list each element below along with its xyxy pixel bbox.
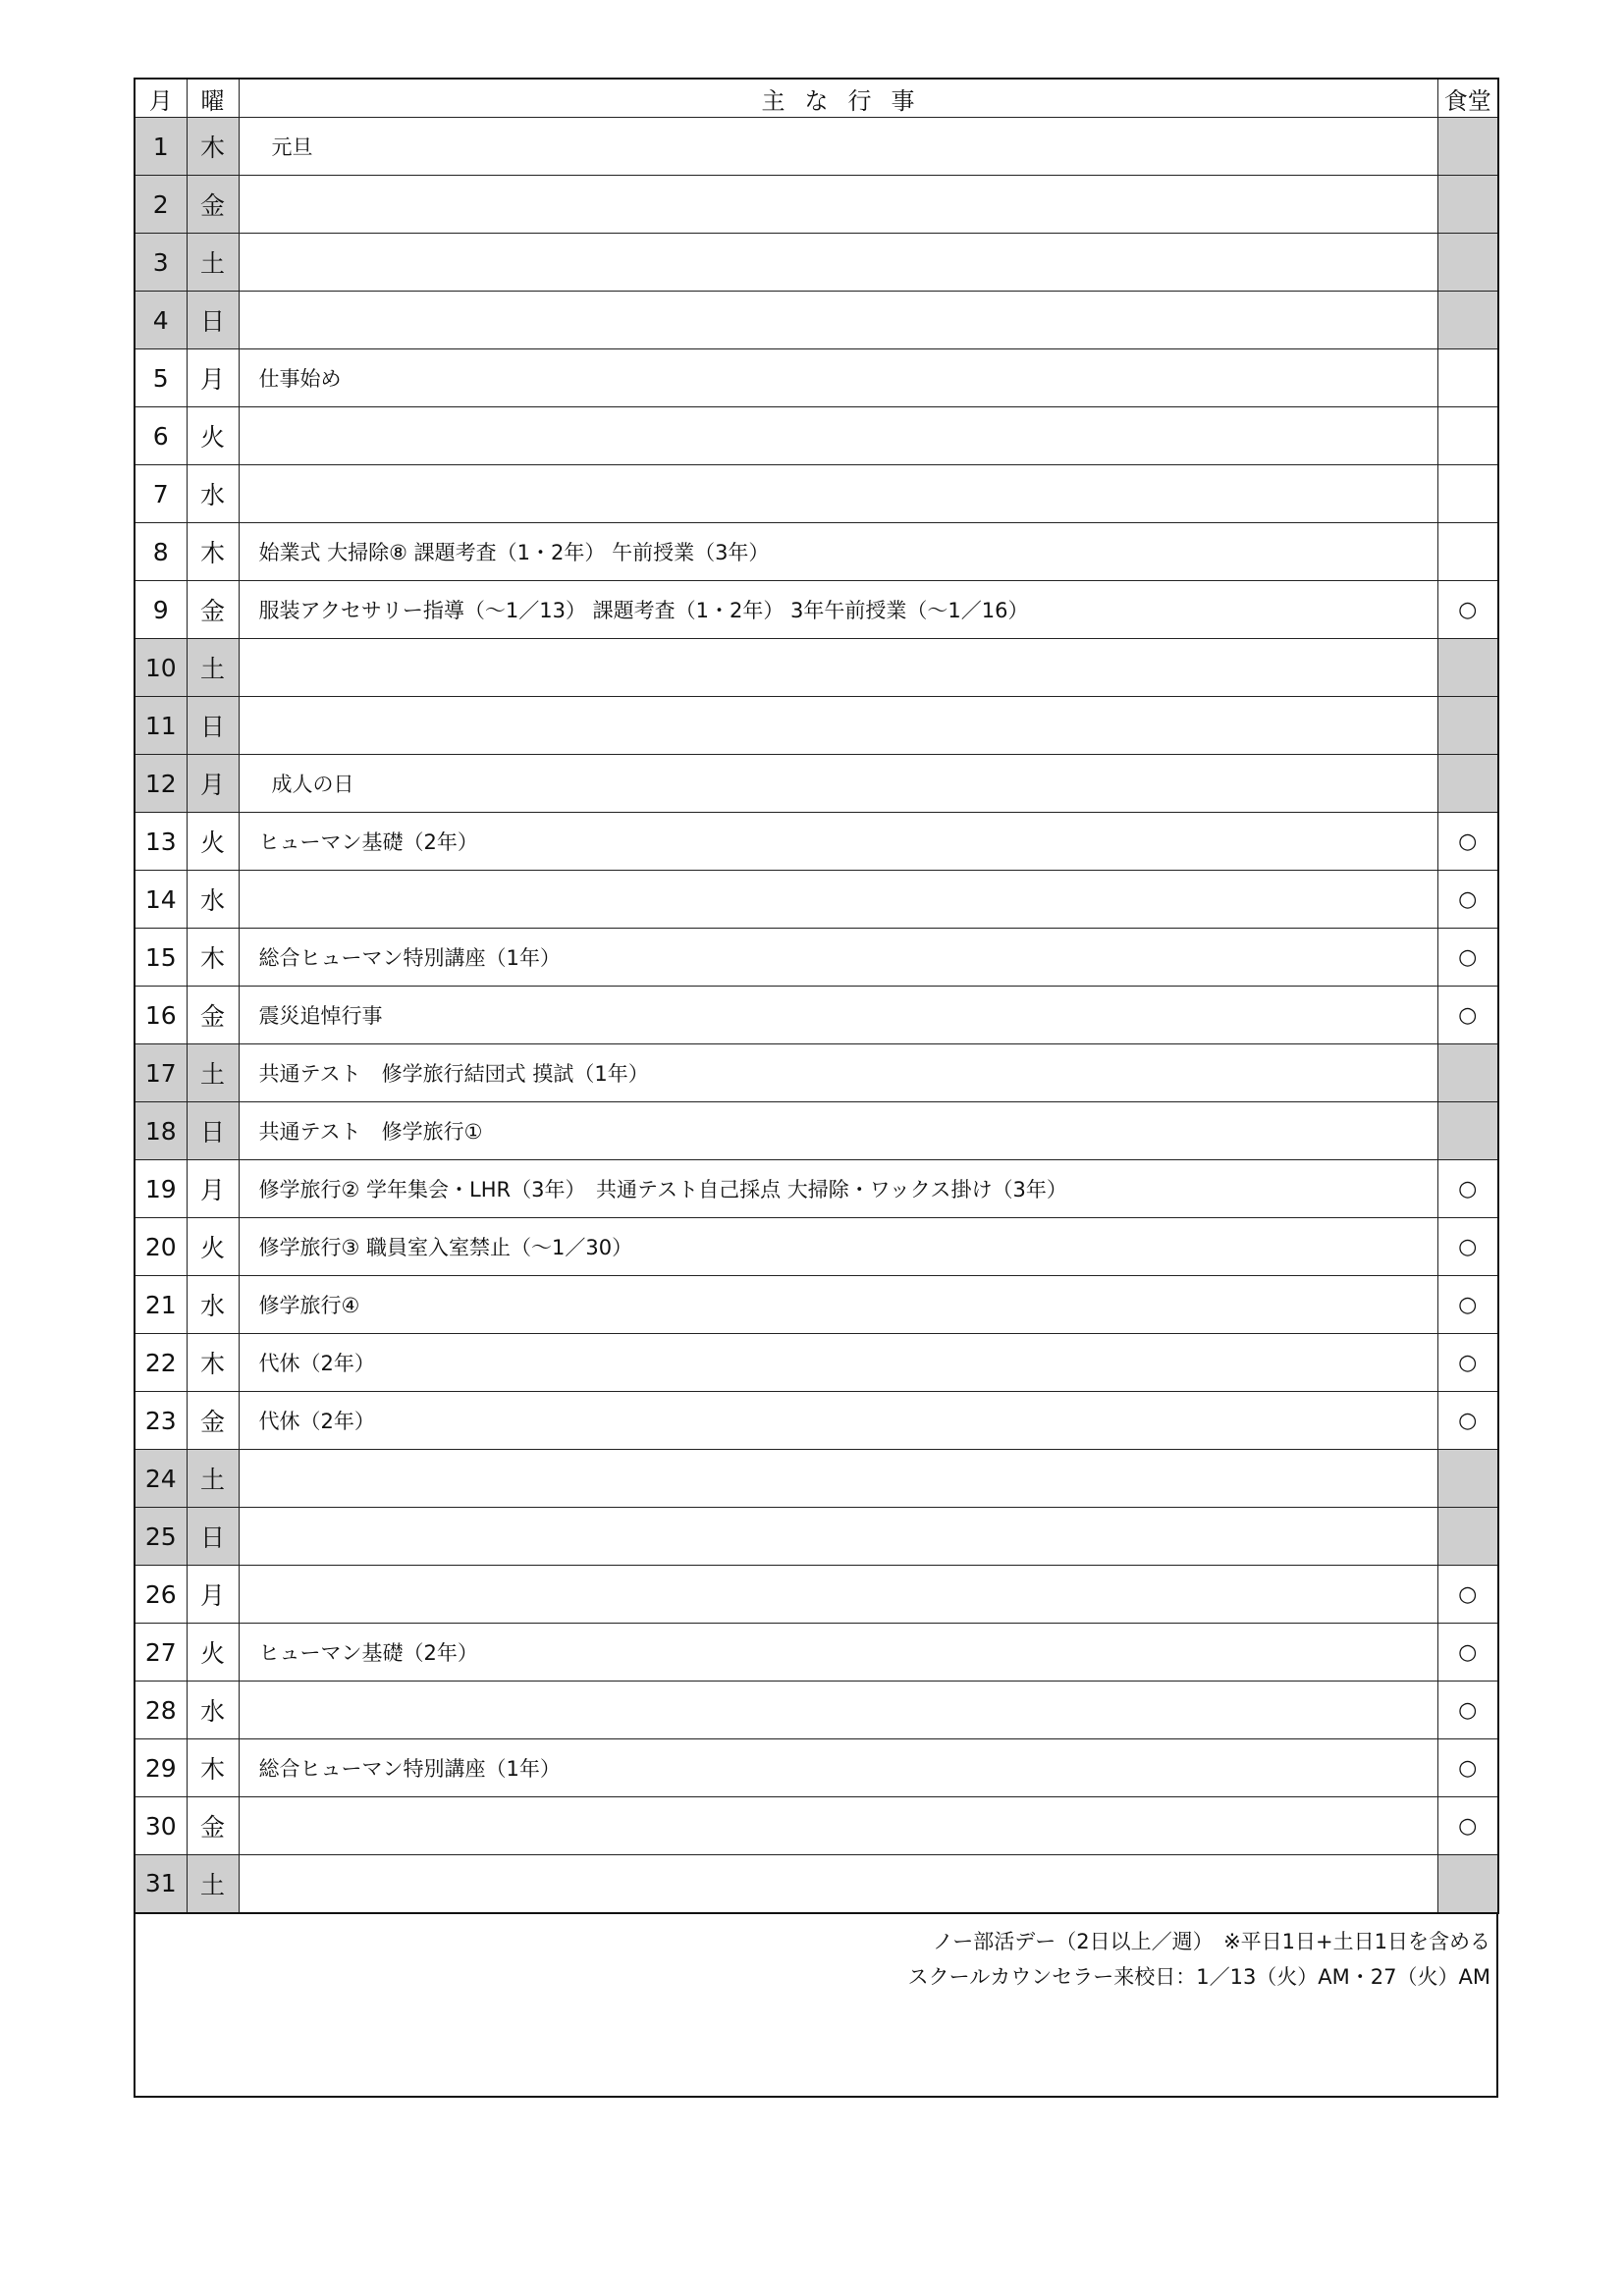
day-row xyxy=(135,987,1498,1044)
weekday: 日 xyxy=(187,1508,239,1566)
cafeteria-mark: ○ xyxy=(1437,1624,1498,1682)
day-row xyxy=(135,755,1498,813)
event-text: 修学旅行③ 職員室入室禁止（～1／30） xyxy=(239,1218,1437,1276)
cafeteria-mark xyxy=(1437,407,1498,465)
weekday: 金 xyxy=(187,1392,239,1450)
weekday: 木 xyxy=(187,118,239,176)
event-text xyxy=(239,871,1437,929)
event-text xyxy=(239,1508,1437,1566)
event-text xyxy=(239,639,1437,697)
event-text xyxy=(239,465,1437,523)
day-row xyxy=(135,1334,1498,1392)
event-text: 始業式 大掃除⑧ 課題考査（1・2年） 午前授業（3年） xyxy=(239,523,1437,581)
weekday: 水 xyxy=(187,1682,239,1739)
day-number: 9 xyxy=(135,581,187,639)
weekday: 金 xyxy=(187,581,239,639)
weekday: 水 xyxy=(187,871,239,929)
day-row xyxy=(135,1508,1498,1566)
cafeteria-mark xyxy=(1437,1508,1498,1566)
day-row xyxy=(135,1160,1498,1218)
day-number: 25 xyxy=(135,1508,187,1566)
weekday: 火 xyxy=(187,407,239,465)
weekday: 日 xyxy=(187,697,239,755)
event-text: 服装アクセサリー指導（～1／13） 課題考査（1・2年） 3年午前授業（～1／16） xyxy=(239,581,1437,639)
day-number: 2 xyxy=(135,176,187,234)
day-row xyxy=(135,1739,1498,1797)
weekday: 土 xyxy=(187,1855,239,1913)
day-row xyxy=(135,118,1498,176)
weekday: 土 xyxy=(187,234,239,292)
day-number: 20 xyxy=(135,1218,187,1276)
cafeteria-mark: ○ xyxy=(1437,1218,1498,1276)
day-number: 28 xyxy=(135,1682,187,1739)
cafeteria-mark: ○ xyxy=(1437,1682,1498,1739)
day-number: 18 xyxy=(135,1102,187,1160)
day-row xyxy=(135,1797,1498,1855)
event-text: 成人の日 xyxy=(239,755,1437,813)
cafeteria-mark xyxy=(1437,1044,1498,1102)
calendar-sheet xyxy=(134,78,1499,2098)
cafeteria-mark: ○ xyxy=(1437,987,1498,1044)
weekday: 月 xyxy=(187,755,239,813)
event-text xyxy=(239,1797,1437,1855)
weekday: 土 xyxy=(187,1450,239,1508)
header-cafeteria: 食堂 xyxy=(1437,79,1498,118)
cafeteria-mark xyxy=(1437,697,1498,755)
weekday: 火 xyxy=(187,813,239,871)
weekday: 月 xyxy=(187,1160,239,1218)
cafeteria-mark: ○ xyxy=(1437,1392,1498,1450)
day-row xyxy=(135,697,1498,755)
event-text xyxy=(239,292,1437,349)
note-counselor: スクールカウンセラー来校日：1／13（火）AM・27（火）AM xyxy=(907,1964,1490,1989)
event-text: ヒューマン基礎（2年） xyxy=(239,1624,1437,1682)
weekday: 金 xyxy=(187,987,239,1044)
event-text xyxy=(239,176,1437,234)
day-number: 22 xyxy=(135,1334,187,1392)
weekday: 金 xyxy=(187,1797,239,1855)
header-events-label: 主な行事 xyxy=(761,86,935,115)
day-row xyxy=(135,639,1498,697)
weekday: 木 xyxy=(187,929,239,987)
day-number: 4 xyxy=(135,292,187,349)
day-number: 8 xyxy=(135,523,187,581)
cafeteria-mark: ○ xyxy=(1437,1334,1498,1392)
day-row xyxy=(135,407,1498,465)
day-number: 30 xyxy=(135,1797,187,1855)
day-row xyxy=(135,234,1498,292)
day-number: 15 xyxy=(135,929,187,987)
weekday: 木 xyxy=(187,1334,239,1392)
cafeteria-mark xyxy=(1437,1102,1498,1160)
event-text xyxy=(239,1855,1437,1913)
event-text: 代休（2年） xyxy=(239,1334,1437,1392)
day-row xyxy=(135,1276,1498,1334)
cafeteria-mark xyxy=(1437,118,1498,176)
event-text xyxy=(239,697,1437,755)
event-text: 代休（2年） xyxy=(239,1392,1437,1450)
day-row xyxy=(135,1624,1498,1682)
day-number: 10 xyxy=(135,639,187,697)
cafeteria-mark xyxy=(1437,292,1498,349)
day-number: 7 xyxy=(135,465,187,523)
event-text: 仕事始め xyxy=(239,349,1437,407)
day-row xyxy=(135,1392,1498,1450)
event-text: ヒューマン基礎（2年） xyxy=(239,813,1437,871)
event-text: 共通テスト 修学旅行① xyxy=(239,1102,1437,1160)
weekday: 木 xyxy=(187,1739,239,1797)
day-row xyxy=(135,292,1498,349)
day-row xyxy=(135,1566,1498,1624)
event-text xyxy=(239,1450,1437,1508)
event-text xyxy=(239,1682,1437,1739)
day-row xyxy=(135,871,1498,929)
day-number: 16 xyxy=(135,987,187,1044)
event-text xyxy=(239,407,1437,465)
weekday: 木 xyxy=(187,523,239,581)
day-number: 17 xyxy=(135,1044,187,1102)
day-number: 5 xyxy=(135,349,187,407)
day-number: 3 xyxy=(135,234,187,292)
day-number: 21 xyxy=(135,1276,187,1334)
weekday: 月 xyxy=(187,1566,239,1624)
cafeteria-mark: ○ xyxy=(1437,871,1498,929)
weekday: 日 xyxy=(187,1102,239,1160)
day-number: 19 xyxy=(135,1160,187,1218)
event-text xyxy=(239,234,1437,292)
event-text: 総合ヒューマン特別講座（1年） xyxy=(239,929,1437,987)
day-number: 23 xyxy=(135,1392,187,1450)
day-row xyxy=(135,813,1498,871)
header-day: 月 xyxy=(135,79,187,118)
cafeteria-mark: ○ xyxy=(1437,1739,1498,1797)
weekday: 土 xyxy=(187,1044,239,1102)
event-text: 共通テスト 修学旅行結団式 摸試（1年） xyxy=(239,1044,1437,1102)
cafeteria-mark xyxy=(1437,234,1498,292)
cafeteria-mark xyxy=(1437,755,1498,813)
cafeteria-mark: ○ xyxy=(1437,929,1498,987)
day-row xyxy=(135,176,1498,234)
header-weekday: 曜 xyxy=(187,79,239,118)
cafeteria-mark xyxy=(1437,639,1498,697)
cafeteria-mark: ○ xyxy=(1437,581,1498,639)
day-number: 6 xyxy=(135,407,187,465)
event-text xyxy=(239,1566,1437,1624)
cafeteria-mark xyxy=(1437,465,1498,523)
header-events xyxy=(239,79,1437,118)
calendar-body xyxy=(135,118,1498,1913)
weekday: 水 xyxy=(187,1276,239,1334)
weekday: 火 xyxy=(187,1218,239,1276)
day-row xyxy=(135,523,1498,581)
weekday: 火 xyxy=(187,1624,239,1682)
day-row xyxy=(135,1855,1498,1913)
note-club-off: ノー部活デー（2日以上／週） ※平日1日+土日1日を含める xyxy=(932,1929,1490,1953)
day-row xyxy=(135,349,1498,407)
day-number: 13 xyxy=(135,813,187,871)
event-text: 震災追悼行事 xyxy=(239,987,1437,1044)
day-number: 29 xyxy=(135,1739,187,1797)
header-row xyxy=(135,79,1498,118)
cafeteria-mark xyxy=(1437,349,1498,407)
notes-box xyxy=(134,1914,1498,2098)
day-number: 12 xyxy=(135,755,187,813)
day-number: 26 xyxy=(135,1566,187,1624)
cafeteria-mark: ○ xyxy=(1437,1797,1498,1855)
calendar-table xyxy=(134,78,1499,1914)
cafeteria-mark xyxy=(1437,1855,1498,1913)
day-row xyxy=(135,581,1498,639)
day-row xyxy=(135,1044,1498,1102)
day-row xyxy=(135,1218,1498,1276)
cafeteria-mark: ○ xyxy=(1437,1160,1498,1218)
day-number: 27 xyxy=(135,1624,187,1682)
day-number: 1 xyxy=(135,118,187,176)
day-row xyxy=(135,1102,1498,1160)
day-row xyxy=(135,465,1498,523)
weekday: 水 xyxy=(187,465,239,523)
cafeteria-mark: ○ xyxy=(1437,1276,1498,1334)
day-number: 11 xyxy=(135,697,187,755)
cafeteria-mark xyxy=(1437,176,1498,234)
day-number: 24 xyxy=(135,1450,187,1508)
event-text: 修学旅行② 学年集会・LHR（3年） 共通テスト自己採点 大掃除・ワックス掛け（3年） xyxy=(239,1160,1437,1218)
cafeteria-mark: ○ xyxy=(1437,813,1498,871)
weekday: 日 xyxy=(187,292,239,349)
day-number: 14 xyxy=(135,871,187,929)
cafeteria-mark xyxy=(1437,1450,1498,1508)
day-row xyxy=(135,929,1498,987)
cafeteria-mark: ○ xyxy=(1437,1566,1498,1624)
day-row xyxy=(135,1682,1498,1739)
event-text: 修学旅行④ xyxy=(239,1276,1437,1334)
weekday: 金 xyxy=(187,176,239,234)
day-row xyxy=(135,1450,1498,1508)
event-text: 元旦 xyxy=(239,118,1437,176)
cafeteria-mark xyxy=(1437,523,1498,581)
weekday: 月 xyxy=(187,349,239,407)
weekday: 土 xyxy=(187,639,239,697)
day-number: 31 xyxy=(135,1855,187,1913)
event-text: 総合ヒューマン特別講座（1年） xyxy=(239,1739,1437,1797)
